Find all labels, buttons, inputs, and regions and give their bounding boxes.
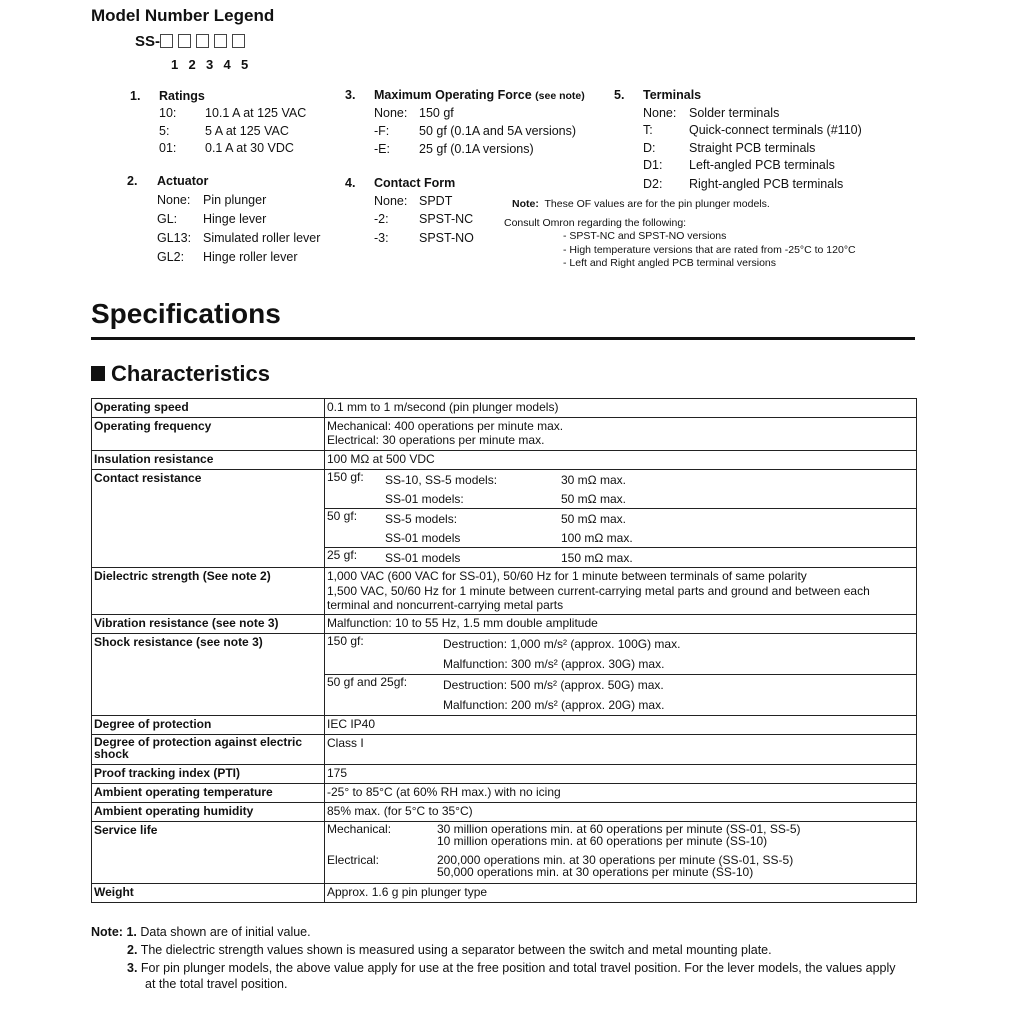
row-value: Class I	[325, 734, 917, 764]
row-label: Weight	[92, 883, 325, 902]
row-label: Vibration resistance (see note 3)	[92, 614, 325, 633]
table-row	[92, 568, 917, 615]
ratings-desc: 10.1 A at 125 VAC	[205, 106, 307, 120]
actuator-num: 2.	[127, 174, 138, 188]
terminals-code: T:	[643, 123, 653, 137]
terminals-desc: Right-angled PCB terminals	[689, 177, 844, 191]
contact-value: 150 mΩ max.	[561, 550, 633, 565]
row-label: Degree of protection against electric shock	[92, 734, 325, 764]
notes	[91, 924, 896, 992]
row-label: Ambient operating humidity	[92, 802, 325, 821]
contact-value: 100 mΩ max.	[561, 530, 633, 545]
characteristics-title	[91, 361, 270, 387]
force-code: -F:	[374, 124, 390, 138]
terminals-desc: Left-angled PCB terminals	[689, 158, 835, 172]
table-row	[92, 715, 917, 734]
legend-note-label: Note:	[512, 198, 539, 210]
note-item	[91, 942, 896, 958]
contact-row	[385, 489, 626, 508]
row-label: Operating frequency	[92, 418, 325, 451]
characteristics-table	[91, 398, 917, 903]
actuator-code: GL:	[157, 212, 178, 226]
value-line: 30 million operations min. at 60 operations per minute (SS-01, SS-5)	[437, 821, 801, 836]
force-code: -E:	[374, 142, 390, 156]
digit-box	[178, 34, 191, 48]
shock-group	[325, 634, 916, 675]
legend-note-text: These OF values are for the pin plunger models.	[544, 198, 770, 210]
force-heading	[374, 88, 585, 102]
shock-row: Malfunction: 300 m/s² (approx. 30G) max.	[443, 656, 665, 671]
terminals-desc: Straight PCB terminals	[689, 141, 816, 155]
legend-consult-item: - High temperature versions that are rated from -25°C to 120°C	[563, 244, 856, 256]
table-row	[92, 614, 917, 633]
terminals-code: D:	[643, 141, 656, 155]
ratings-desc: 5 A at 125 VAC	[205, 124, 289, 138]
model-prefix	[135, 33, 250, 50]
contact-model: SS-01 models	[385, 550, 461, 565]
actuator-code: None:	[157, 193, 191, 207]
row-value: Approx. 1.6 g pin plunger type	[325, 883, 917, 902]
row-label: Proof tracking index (PTI)	[92, 764, 325, 783]
force-desc: 50 gf (0.1A and 5A versions)	[419, 124, 577, 138]
actuator-desc: Pin plunger	[203, 193, 267, 207]
contact-group	[325, 509, 916, 548]
row-label: Contact resistance	[92, 470, 325, 568]
table-row	[92, 470, 917, 568]
force-desc: 150 gf	[419, 106, 454, 120]
digit-box	[214, 34, 227, 48]
contact-rows	[385, 509, 633, 547]
row-label: Ambient operating temperature	[92, 783, 325, 802]
ratings-code: 01:	[159, 141, 177, 155]
terminals-desc: Solder terminals	[689, 106, 780, 120]
terminals-code: D2:	[643, 177, 663, 191]
shock-row: Destruction: 1,000 m/s² (approx. 100G) max.	[443, 636, 681, 651]
row-value: 0.1 mm to 1 m/second (pin plunger models)	[325, 399, 917, 418]
actuator-code: GL13:	[157, 231, 192, 245]
force-heading-text: Maximum Operating Force	[374, 88, 532, 102]
notes-label: Note:	[91, 925, 123, 939]
terminals-num: 5.	[614, 88, 625, 102]
force-num: 3.	[345, 88, 356, 102]
table-row	[92, 764, 917, 783]
row-value	[325, 568, 917, 615]
contact-row	[385, 509, 633, 528]
force-code: None:	[374, 106, 408, 120]
contact-force: 50 gf:	[327, 509, 358, 523]
contact-model: SS-01 models	[385, 530, 461, 545]
value-line: terminal and noncurrent-carrying metal parts	[327, 598, 564, 612]
table-row	[92, 883, 917, 902]
force-heading-note: (see note)	[535, 90, 585, 102]
digit-label: 4	[223, 57, 231, 72]
note-text: The dielectric strength values shown is measured using a separator between the switch and metal mounting plate.	[140, 943, 772, 957]
terminals-heading: Terminals	[643, 88, 702, 102]
legend-consult-item: - SPST-NC and SPST-NO versions	[563, 230, 727, 242]
legend-title: Model Number Legend	[91, 6, 275, 25]
contact-group	[325, 548, 916, 567]
row-value	[325, 821, 917, 883]
service-type: Mechanical:	[327, 821, 392, 836]
table-row	[92, 734, 917, 764]
characteristics-title-text: Characteristics	[111, 361, 270, 386]
contact-num: 4.	[345, 176, 356, 190]
table-row	[92, 451, 917, 470]
note-text: Data shown are of initial value.	[140, 925, 311, 939]
note-item	[91, 924, 896, 940]
row-label: Shock resistance (see note 3)	[92, 633, 325, 715]
actuator-desc: Hinge roller lever	[203, 250, 298, 264]
value-line: 50,000 operations min. at 30 operations per minute (SS-10)	[437, 865, 754, 879]
contact-code: -2:	[374, 212, 389, 226]
digit-label: 1	[171, 57, 179, 72]
row-label: Degree of protection	[92, 715, 325, 734]
ratings-desc: 0.1 A at 30 VDC	[205, 141, 294, 155]
contact-group	[325, 470, 916, 509]
service-group	[327, 823, 914, 854]
ratings-code: 5:	[159, 124, 170, 138]
table-row	[92, 821, 917, 883]
contact-force: 25 gf:	[327, 548, 358, 562]
service-type: Electrical:	[327, 852, 380, 867]
row-value: IEC IP40	[325, 715, 917, 734]
contact-heading: Contact Form	[374, 176, 456, 190]
shock-force: 150 gf:	[327, 633, 364, 648]
shock-force: 50 gf and 25gf:	[327, 674, 408, 689]
contact-row	[385, 528, 633, 547]
row-value: 175	[325, 764, 917, 783]
table-row	[92, 633, 917, 715]
note-num: 1.	[126, 925, 137, 939]
contact-value: 50 mΩ max.	[561, 491, 626, 506]
shock-rows	[443, 634, 680, 674]
row-value	[325, 633, 917, 715]
contact-model: SS-5 models:	[385, 511, 458, 526]
contact-code: None:	[374, 194, 408, 208]
row-value: Malfunction: 10 to 55 Hz, 1.5 mm double amplitude	[325, 614, 917, 633]
actuator-heading: Actuator	[157, 174, 209, 188]
force-desc: 25 gf (0.1A versions)	[419, 142, 534, 156]
digit-box	[160, 34, 173, 48]
digit-label: 3	[206, 57, 214, 72]
table-row	[92, 399, 917, 418]
terminals-code: D1:	[643, 158, 663, 172]
specifications-title: Specifications	[91, 298, 281, 329]
note-text: For pin plunger models, the above value apply for use at the free position and total travel position. For the lever models, the values apply	[140, 961, 896, 975]
contact-model: SS-01 models:	[385, 491, 464, 506]
actuator-code: GL2:	[157, 250, 185, 264]
table-row	[92, 418, 917, 451]
value-line: 200,000 operations min. at 30 operations per minute (SS-01, SS-5)	[437, 852, 794, 867]
contact-row	[385, 470, 626, 489]
table-row	[92, 802, 917, 821]
row-label: Operating speed	[92, 399, 325, 418]
contact-model: SS-10, SS-5 models:	[385, 472, 498, 487]
row-value: -25° to 85°C (at 60% RH max.) with no icing	[325, 783, 917, 802]
contact-value: 50 mΩ max.	[561, 511, 626, 526]
contact-force: 150 gf:	[327, 470, 364, 484]
shock-row: Destruction: 500 m/s² (approx. 50G) max.	[443, 677, 664, 692]
shock-row: Malfunction: 200 m/s² (approx. 20G) max.	[443, 697, 665, 712]
legend-consult-item: - Left and Right angled PCB terminal versions	[563, 257, 777, 269]
value-line: 10 million operations min. at 60 operations per minute (SS-10)	[437, 834, 768, 848]
value-line: Electrical: 30 operations per minute max.	[327, 433, 545, 447]
terminals-code: None:	[643, 106, 677, 120]
row-value	[325, 470, 917, 568]
row-label: Service life	[92, 821, 325, 883]
contact-code: -3:	[374, 231, 389, 245]
row-value: 100 MΩ at 500 VDC	[325, 451, 917, 470]
actuator-desc: Hinge lever	[203, 212, 267, 226]
ratings-code: 10:	[159, 106, 177, 120]
digit-label: 2	[188, 57, 196, 72]
contact-rows	[385, 470, 626, 508]
ratings-heading: Ratings	[159, 89, 205, 103]
service-lines	[437, 854, 793, 882]
square-bullet-icon	[91, 366, 105, 381]
terminals-desc: Quick-connect terminals (#110)	[689, 123, 862, 137]
contact-desc: SPST-NC	[419, 212, 474, 226]
contact-rows	[385, 548, 633, 567]
contact-row	[385, 548, 633, 567]
actuator-desc: Simulated roller lever	[203, 231, 321, 245]
ratings-num: 1.	[130, 89, 141, 103]
specifications-rule	[91, 337, 915, 340]
digit-box	[196, 34, 209, 48]
note-item	[91, 960, 896, 976]
legend-note	[512, 198, 770, 210]
note-num: 2.	[127, 943, 138, 957]
note-continuation: at the total travel position.	[145, 977, 288, 991]
table-row	[92, 783, 917, 802]
note-num: 3.	[127, 961, 138, 975]
service-group	[327, 854, 914, 882]
value-line: 1,500 VAC, 50/60 Hz for 1 minute between current-carrying metal parts and ground and between each	[327, 583, 870, 598]
row-value: 85% max. (for 5°C to 35°C)	[325, 802, 917, 821]
row-label: Insulation resistance	[92, 451, 325, 470]
contact-value: 30 mΩ max.	[561, 472, 626, 487]
digit-box	[232, 34, 245, 48]
digit-label: 5	[241, 57, 249, 72]
legend-consult: Consult Omron regarding the following:	[504, 217, 687, 229]
service-lines	[437, 823, 801, 854]
shock-rows	[443, 675, 664, 715]
contact-desc: SPDT	[419, 194, 453, 208]
row-value	[325, 418, 917, 451]
value-line: Mechanical: 400 operations per minute max.	[327, 419, 564, 433]
model-digits	[171, 57, 259, 72]
shock-group	[325, 675, 916, 715]
model-prefix-text: SS-	[135, 33, 161, 50]
row-label: Dielectric strength (See note 2)	[92, 568, 325, 615]
value-line: 1,000 VAC (600 VAC for SS-01), 50/60 Hz for 1 minute between terminals of same polarity	[327, 569, 807, 583]
contact-desc: SPST-NO	[419, 231, 474, 245]
